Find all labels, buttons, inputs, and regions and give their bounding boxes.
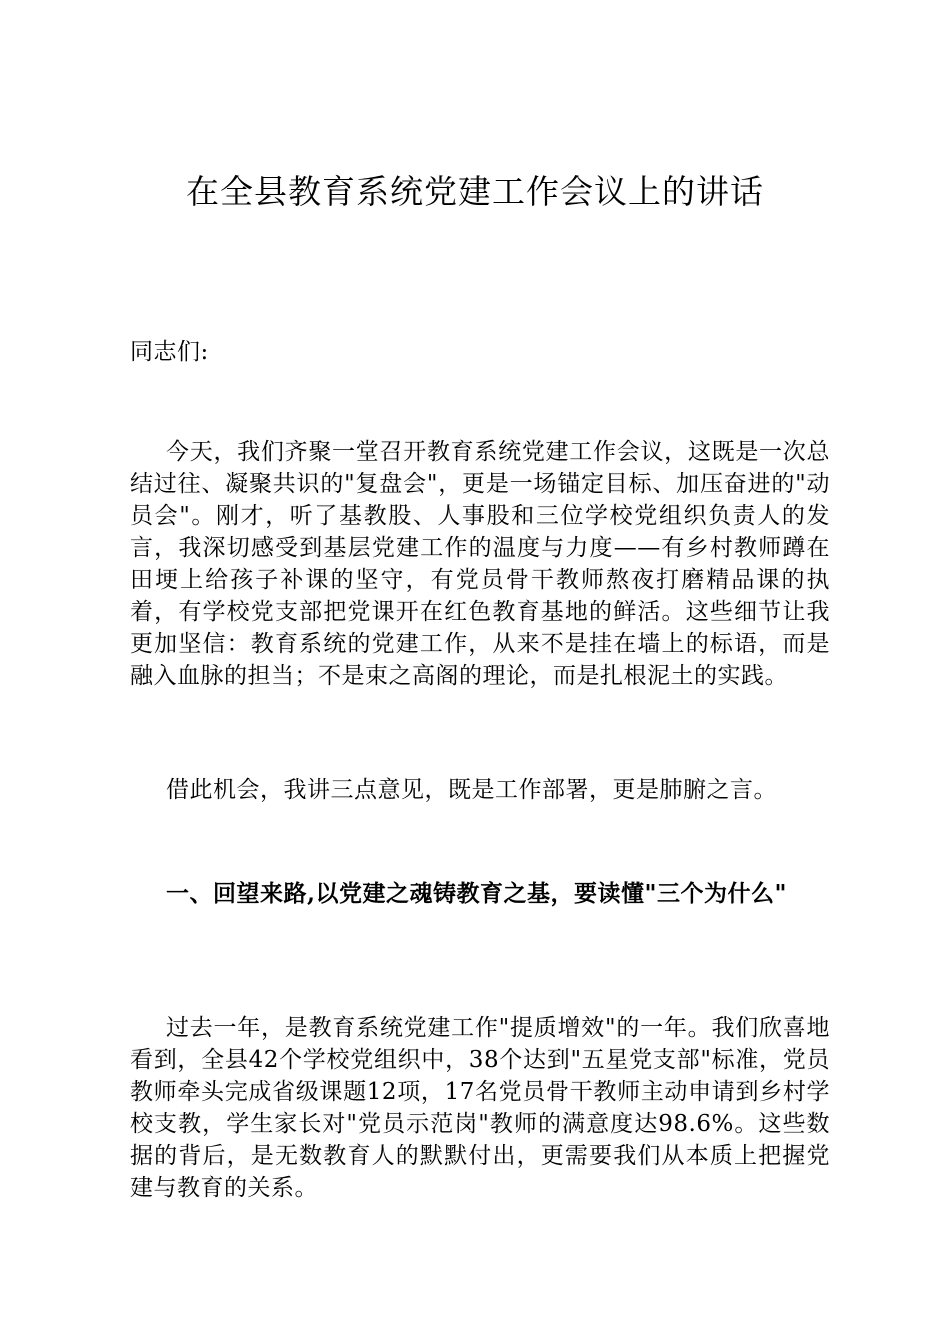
section-paragraph: 过去一年，是教育系统党建工作"提质增效"的一年。我们欣喜地看到，全县42个学校党组织中，38个达到"五星党支部"标准，党员教师牵头完成省级课题12项，17名党员骨干教师主动申请到乡村学校支教，学生家长对"党员示范岗"教师的满意度达98.6%。这些数据的背后，是无数教育人的默默付出，更需要我们从本质上把握党建与教育的关系。 bbox=[130, 1015, 830, 1201]
greeting-text: 同志们: bbox=[130, 339, 209, 365]
outline-paragraph: 借此机会，我讲三点意见，既是工作部署，更是肺腑之言。 bbox=[166, 777, 777, 803]
section-heading: 一、回望来路,以党建之魂铸教育之基，要读懂"三个为什么" bbox=[166, 880, 787, 907]
opening-paragraph: 今天，我们齐聚一堂召开教育系统党建工作会议，这既是一次总结过往、凝聚共识的"复盘会"，更是一场锚定目标、加压奋进的"动员会"。刚才，听了基教股、人事股和三位学校党组织负责人的发言，我深切感受到基层党建工作的温度与力度——有乡村教师蹲在田埂上给孩子补课的坚守，有党员骨干教师熬夜打磨精品课的执着，有学校党支部把党课开在红色教育基地的鲜活。这些细节让我更加坚信：教育系统的党建工作，从来不是挂在墙上的标语，而是融入血脉的担当；不是束之高阁的理论，而是扎根泥土的实践。 bbox=[130, 439, 830, 689]
document-title: 在全县教育系统党建工作会议上的讲话 bbox=[186, 172, 764, 211]
